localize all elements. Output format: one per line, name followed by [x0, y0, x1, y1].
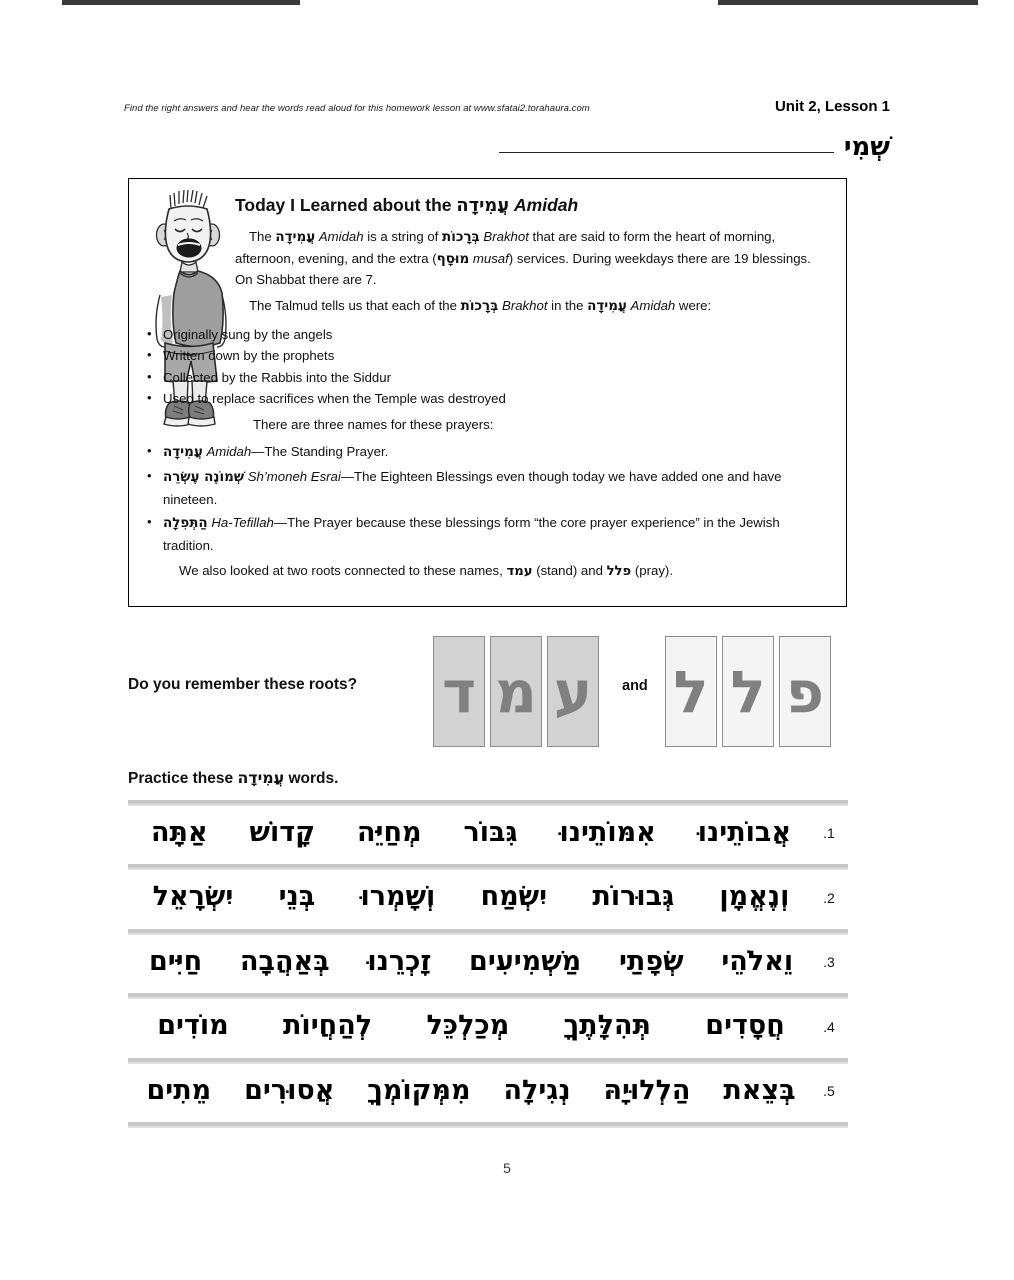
p2-seg3: were:	[675, 298, 712, 314]
name-hebrew-hatefillah: הַתְּפִלָה	[163, 516, 208, 532]
practice-word[interactable]: יִשְׂרָאֵל	[152, 881, 234, 913]
row-number: .3	[823, 954, 835, 971]
closing-seg3: (pray).	[631, 562, 673, 578]
box-title	[235, 195, 832, 217]
table-row	[128, 1064, 848, 1122]
roots-question-label: Do you remember these roots?	[128, 676, 358, 693]
practice-word[interactable]: גְּבוּרוֹת	[592, 881, 675, 913]
unit-lesson-label: Unit 2, Lesson 1	[774, 98, 890, 115]
list-item	[143, 345, 832, 366]
practice-word[interactable]: קָדוֹשׁ	[249, 817, 316, 848]
p1-seg4: ) services. During weekdays there are 19 blessings. On Shabbat there are 7.	[235, 250, 811, 288]
practice-word[interactable]: נְגִילָה	[503, 1074, 571, 1106]
row-number: .5	[823, 1082, 835, 1099]
p1-hebrew-amidah: עֲמִידָה	[275, 230, 316, 246]
practice-word[interactable]: בְּנֵי	[278, 881, 316, 913]
bullet-text: Written down by the prophets	[163, 348, 335, 364]
list-item	[143, 367, 832, 388]
row-words	[130, 815, 812, 851]
p1-translit-musaf: musaf	[472, 250, 509, 266]
practice-word[interactable]: אִמּוֹתֵינוּ	[559, 817, 656, 848]
practice-word[interactable]: מִמְּקוֹמְךָ	[367, 1074, 471, 1106]
root-tiles-palal	[665, 636, 831, 747]
practice-word[interactable]: לְהַחֲיוֹת	[282, 1010, 373, 1042]
closing-seg1: We also looked at two roots connected to these names,	[179, 562, 507, 578]
letter-tile[interactable]: ל	[722, 636, 774, 747]
box-title-hebrew: עֲמִידָה	[456, 195, 510, 216]
practice-word[interactable]: אֲבוֹתֵינוּ	[697, 817, 792, 848]
practice-word[interactable]: מֵתִים	[146, 1074, 212, 1106]
roots-closing-line	[179, 563, 832, 579]
row-words	[130, 944, 812, 980]
p1-seg3: that are said to form the heart of morning, afternoon, evening, and the extra (	[235, 229, 776, 266]
practice-word[interactable]: אֲסוּרִים	[244, 1074, 335, 1106]
name-write-line[interactable]	[499, 151, 834, 153]
name-description: —The Standing Prayer.	[251, 444, 389, 460]
paragraph-talmud	[235, 296, 832, 317]
page-number: 5	[503, 1160, 511, 1176]
practice-word[interactable]: וְשָׁמְרוּ	[360, 881, 436, 913]
three-names-intro: There are three names for these prayers:	[253, 417, 494, 433]
bullet-text: Used to replace sacrifices when the Temple was destroyed	[163, 390, 506, 406]
crop-mark-left	[62, 0, 300, 5]
p1-translit-amidah: Amidah	[318, 229, 364, 245]
letter-tile[interactable]: מ	[490, 636, 542, 747]
name-description: —The Eighteen Blessings even though today we have added one and have nineteen.	[163, 469, 782, 507]
practice-word[interactable]: זָכְרֵנוּ	[367, 945, 432, 977]
p2-translit-brakhot: Brakhot	[502, 298, 548, 314]
practice-word[interactable]: חֲסָדִים	[705, 1010, 785, 1042]
practice-heading-hebrew: עֲמִידָה	[237, 768, 285, 787]
intro-paragraphs	[235, 227, 832, 317]
name-label-hebrew: שְׁמִי	[843, 132, 890, 162]
p1-hebrew-musaf: מוּסָף	[436, 251, 470, 267]
brakhot-origin-list	[143, 324, 832, 410]
name-hebrew-amidah: עֲמִידָה	[163, 445, 203, 461]
row-words	[130, 1073, 812, 1109]
name-translit-hatefillah: Ha-Tefillah	[211, 515, 274, 531]
practice-word[interactable]: בְּאַהֲבָה	[239, 945, 330, 977]
row-number: .4	[823, 1018, 835, 1035]
p2-seg2: in the	[547, 298, 588, 314]
paragraph-amidah-definition	[235, 227, 832, 290]
list-item	[143, 441, 832, 464]
page-header	[124, 98, 890, 115]
letter-tile[interactable]: ע	[547, 636, 599, 747]
practice-word[interactable]: חַיִּים	[148, 945, 203, 977]
name-description: —The Prayer because these blessings form “the core prayer experience” in the Jewish tradition.	[163, 515, 780, 554]
letter-tile[interactable]: פ	[779, 636, 831, 747]
p2-seg1: The Talmud tells us that each of the	[249, 298, 461, 314]
practice-heading-suffix: words.	[284, 770, 339, 787]
name-translit-amidah: Amidah	[206, 444, 252, 460]
practice-word[interactable]: מְכַלְכֵּל	[426, 1010, 510, 1042]
p2-translit-amidah: Amidah	[630, 298, 676, 314]
practice-word[interactable]: וֵאלֹהֵי	[721, 945, 794, 977]
prayer-names-list	[143, 441, 832, 556]
table-row	[128, 935, 848, 993]
closing-seg2: (stand) and	[532, 562, 607, 578]
practice-heading-prefix: Practice these	[128, 770, 238, 787]
practice-word[interactable]: בְּצֵאת	[723, 1074, 796, 1106]
table-row	[128, 999, 848, 1057]
p1-hebrew-brakhot: בְּרָכוֹת	[442, 230, 480, 246]
p1-seg1: The	[249, 229, 276, 245]
table-row	[128, 870, 848, 928]
bullet-text: Originally sung by the angels	[163, 326, 333, 342]
practice-word[interactable]: מַשְׁמִיעִים	[469, 945, 582, 977]
and-connector-label: and	[622, 678, 648, 694]
practice-word[interactable]: אַתָּה	[150, 817, 208, 848]
p2-hebrew-amidah: עֲמִידָה	[587, 299, 627, 315]
box-title-prefix: Today I Learned about the	[235, 195, 457, 215]
p2-hebrew-brakhot: בְּרָכוֹת	[460, 299, 499, 315]
list-item	[143, 512, 832, 556]
practice-heading	[128, 768, 338, 788]
row-words	[130, 879, 812, 915]
practice-word[interactable]: הַלְלוּיָהּ	[603, 1074, 691, 1106]
name-translit-shmoneh-esrai: Sh’moneh Esrai	[247, 469, 341, 485]
letter-tile[interactable]: ד	[433, 636, 485, 747]
today-i-learned-box	[128, 178, 847, 607]
row-words	[130, 1008, 812, 1044]
practice-word[interactable]: תְּהִלָּתֶךָ	[563, 1010, 651, 1042]
row-number: .1	[823, 825, 835, 842]
name-hebrew-shmoneh-esrai: שְׁמוֹנֶה עֶשְׂרֵה	[163, 470, 245, 486]
list-item	[143, 324, 832, 345]
bullet-text: Collected by the Rabbis into the Siddur	[163, 369, 391, 385]
closing-hebrew-palal: פלל	[606, 563, 632, 579]
roots-review-row	[128, 636, 848, 748]
practice-word[interactable]: גִּבּוֹר	[463, 817, 518, 848]
box-title-translit: Amidah	[514, 195, 579, 215]
practice-word[interactable]: שְׂפָתַי	[618, 945, 684, 977]
practice-word[interactable]: מוֹדִים	[157, 1010, 229, 1042]
row-number: .2	[823, 889, 835, 906]
root-tiles-amad	[433, 636, 599, 747]
crop-mark-right	[718, 0, 978, 5]
row-separator	[128, 1122, 848, 1128]
practice-word[interactable]: וְנֶאֱמָן	[719, 881, 790, 913]
practice-word[interactable]: יִשְׂמַח	[480, 881, 548, 913]
list-item	[143, 388, 832, 409]
list-item	[143, 466, 832, 510]
practice-words-table	[128, 800, 848, 1128]
practice-word[interactable]: מְחַיֵּה	[356, 817, 422, 848]
letter-tile[interactable]: ל	[665, 636, 717, 747]
homework-note: Find the right answers and hear the words read aloud for this homework lesson at www.sfatai2.torahaura.com	[124, 103, 590, 114]
p1-translit-brakhot: Brakhot	[483, 229, 529, 245]
p1-seg2: is a string of	[363, 229, 443, 245]
name-field-row	[124, 134, 890, 160]
table-row	[128, 806, 848, 864]
closing-hebrew-amad: עמד	[506, 563, 533, 579]
